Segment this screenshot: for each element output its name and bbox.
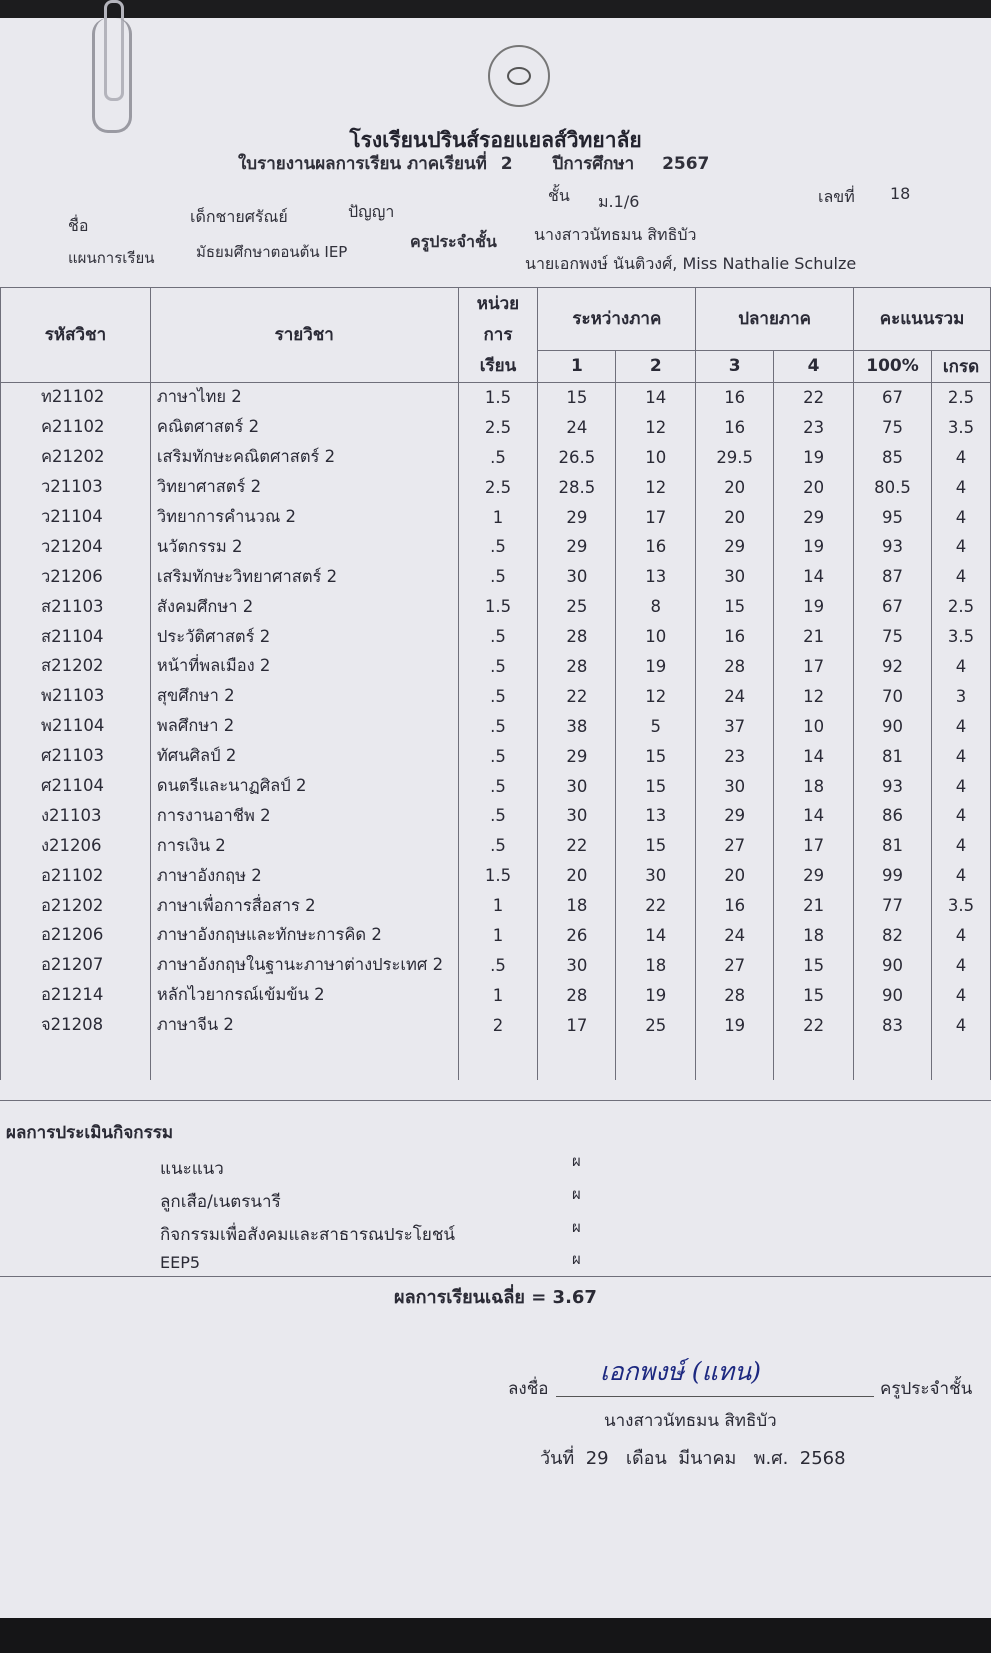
paperclip-loop-icon	[92, 18, 132, 133]
subject-code: พ21103	[1, 681, 151, 711]
grade: 4	[931, 652, 990, 682]
score-final-3: 15	[696, 592, 774, 622]
score-final-3: 29	[696, 801, 774, 831]
student-first-name: เด็กชายศรัณย์	[190, 207, 288, 226]
sign-date: วันที่ 29 เดือน มีนาคม พ.ศ. 2568	[540, 1448, 846, 1469]
subject-name: เสริมทักษะวิทยาศาสตร์ 2	[150, 562, 458, 592]
credit: .5	[458, 831, 538, 861]
total-score: 81	[854, 741, 932, 771]
score-mid-1: 15	[538, 382, 616, 412]
credit: .5	[458, 622, 538, 652]
table-spacer-row	[1, 1040, 991, 1080]
subject-name: การงานอาชีพ 2	[150, 801, 458, 831]
score-mid-1: 30	[538, 771, 616, 801]
score-mid-1: 30	[538, 801, 616, 831]
header-col-4: 4	[774, 350, 854, 382]
total-score: 92	[854, 652, 932, 682]
grades-table	[0, 287, 991, 1080]
table-row	[1, 741, 991, 771]
score-mid-1: 26	[538, 921, 616, 951]
subject-code: ง21206	[1, 831, 151, 861]
table-row	[1, 562, 991, 592]
score-final-3: 29	[696, 532, 774, 562]
credit: .5	[458, 801, 538, 831]
credit: 1	[458, 502, 538, 532]
score-final-4: 29	[774, 502, 854, 532]
subject-name: หลักไวยากรณ์เข้มข้น 2	[150, 980, 458, 1010]
background-edge	[0, 1618, 991, 1653]
activity-result: ผ	[572, 1152, 581, 1170]
header-col-3: 3	[696, 350, 774, 382]
score-final-4: 17	[774, 831, 854, 861]
subject-code: จ21208	[1, 1010, 151, 1040]
score-mid-1: 22	[538, 681, 616, 711]
school-name: โรงเรียนปรินส์รอยแยลส์วิทยาลัย	[349, 128, 642, 152]
total-score: 67	[854, 382, 932, 412]
score-mid-1: 30	[538, 562, 616, 592]
header-midterm: ระหว่างภาค	[538, 288, 696, 351]
subject-name: พลศึกษา 2	[150, 711, 458, 741]
spacer-cell	[696, 1040, 774, 1080]
score-mid-2: 5	[616, 711, 696, 741]
table-row	[1, 950, 991, 980]
score-mid-2: 15	[616, 771, 696, 801]
subject-code: อ21214	[1, 980, 151, 1010]
credit: 2.5	[458, 472, 538, 502]
credit: .5	[458, 950, 538, 980]
credit: 1.5	[458, 382, 538, 412]
subject-name: หน้าที่พลเมือง 2	[150, 652, 458, 682]
grade: 3.5	[931, 622, 990, 652]
score-final-4: 14	[774, 801, 854, 831]
credit: 1	[458, 921, 538, 951]
spacer-cell	[1, 1040, 151, 1080]
credit: 1	[458, 891, 538, 921]
header-subject: รายวิชา	[150, 288, 458, 383]
credit: .5	[458, 532, 538, 562]
credit: .5	[458, 741, 538, 771]
score-mid-2: 10	[616, 442, 696, 472]
table-row	[1, 831, 991, 861]
score-mid-2: 16	[616, 532, 696, 562]
grade: 4	[931, 1010, 990, 1040]
score-final-4: 10	[774, 711, 854, 741]
total-score: 75	[854, 412, 932, 442]
score-mid-1: 24	[538, 412, 616, 442]
program-value: มัธยมศึกษาตอนต้น IEP	[196, 243, 348, 261]
score-final-4: 22	[774, 1010, 854, 1040]
grade: 4	[931, 801, 990, 831]
credit: 2.5	[458, 412, 538, 442]
subject-code: อ21202	[1, 891, 151, 921]
table-row	[1, 861, 991, 891]
table-row	[1, 711, 991, 741]
subject-code: ค21202	[1, 442, 151, 472]
score-mid-2: 12	[616, 412, 696, 442]
score-final-4: 22	[774, 382, 854, 412]
score-final-4: 29	[774, 861, 854, 891]
credit: 2	[458, 1010, 538, 1040]
grade: 4	[931, 442, 990, 472]
grade: 4	[931, 921, 990, 951]
score-mid-2: 15	[616, 831, 696, 861]
total-score: 67	[854, 592, 932, 622]
grade: 4	[931, 980, 990, 1010]
subject-name: สังคมศึกษา 2	[150, 592, 458, 622]
score-mid-2: 19	[616, 652, 696, 682]
total-score: 75	[854, 622, 932, 652]
table-row	[1, 801, 991, 831]
grade: 4	[931, 502, 990, 532]
teacher-label: ครูประจำชั้น	[410, 232, 497, 251]
score-mid-1: 17	[538, 1010, 616, 1040]
score-final-3: 29.5	[696, 442, 774, 472]
score-final-4: 20	[774, 472, 854, 502]
subject-name: นวัตกรรม 2	[150, 532, 458, 562]
subject-name: วิทยาการคำนวณ 2	[150, 502, 458, 532]
subject-code: อ21207	[1, 950, 151, 980]
subject-code: อ21206	[1, 921, 151, 951]
grade: 4	[931, 831, 990, 861]
total-score: 86	[854, 801, 932, 831]
score-mid-2: 15	[616, 741, 696, 771]
subject-code: ศ21103	[1, 741, 151, 771]
credit: .5	[458, 771, 538, 801]
score-final-3: 16	[696, 412, 774, 442]
score-final-3: 20	[696, 472, 774, 502]
credit: .5	[458, 681, 538, 711]
subject-name: วิทยาศาสตร์ 2	[150, 472, 458, 502]
table-row	[1, 412, 991, 442]
score-final-3: 27	[696, 950, 774, 980]
credit: .5	[458, 711, 538, 741]
header-total: คะแนนรวม	[854, 288, 991, 351]
score-mid-1: 25	[538, 592, 616, 622]
subject-code: ศ21104	[1, 771, 151, 801]
score-mid-2: 8	[616, 592, 696, 622]
total-score: 82	[854, 921, 932, 951]
score-final-4: 21	[774, 891, 854, 921]
sign-name: นางสาวนัทธมน สิทธิบัว	[604, 1411, 777, 1431]
number-value: 18	[890, 184, 911, 203]
grade: 4	[931, 950, 990, 980]
score-mid-1: 28	[538, 622, 616, 652]
subject-name: การเงิน 2	[150, 831, 458, 861]
grade: 2.5	[931, 382, 990, 412]
score-mid-2: 25	[616, 1010, 696, 1040]
score-mid-2: 18	[616, 950, 696, 980]
header-credit-3: เรียน	[458, 350, 538, 382]
activity-name: กิจกรรมเพื่อสังคมและสาธารณประโยชน์	[160, 1225, 456, 1245]
handwritten-signature: เอกพงษ์ (แทน)	[600, 1357, 761, 1386]
table-row	[1, 652, 991, 682]
subject-name: คณิตศาสตร์ 2	[150, 412, 458, 442]
spacer-cell	[458, 1040, 538, 1080]
score-mid-2: 22	[616, 891, 696, 921]
total-score: 70	[854, 681, 932, 711]
spacer-cell	[854, 1040, 932, 1080]
spacer-cell	[150, 1040, 458, 1080]
subject-code: ท21102	[1, 382, 151, 412]
header-col-1: 1	[538, 350, 616, 382]
table-row	[1, 980, 991, 1010]
total-score: 90	[854, 711, 932, 741]
number-label: เลขที่	[818, 187, 855, 206]
subject-code: ส21202	[1, 652, 151, 682]
score-final-3: 24	[696, 681, 774, 711]
grade: 4	[931, 562, 990, 592]
subject-name: ภาษาเพื่อการสื่อสาร 2	[150, 891, 458, 921]
score-final-3: 28	[696, 652, 774, 682]
total-score: 90	[854, 950, 932, 980]
score-mid-1: 38	[538, 711, 616, 741]
subject-code: ว21206	[1, 562, 151, 592]
grade: 3.5	[931, 412, 990, 442]
subject-name: ภาษาอังกฤษในฐานะภาษาต่างประเทศ 2	[150, 950, 458, 980]
score-mid-2: 12	[616, 681, 696, 711]
table-row	[1, 442, 991, 472]
score-final-3: 16	[696, 622, 774, 652]
total-score: 83	[854, 1010, 932, 1040]
program-label: แผนการเรียน	[68, 249, 155, 267]
grade: 4	[931, 741, 990, 771]
spacer-cell	[931, 1040, 990, 1080]
credit: 1.5	[458, 592, 538, 622]
header-credit-2: การ	[458, 319, 538, 350]
score-final-4: 19	[774, 532, 854, 562]
header-final: ปลายภาค	[696, 288, 854, 351]
grade: 2.5	[931, 592, 990, 622]
subject-name: ทัศนศิลป์ 2	[150, 741, 458, 771]
total-score: 80.5	[854, 472, 932, 502]
sign-role: ครูประจำชั้น	[880, 1379, 973, 1399]
score-final-3: 16	[696, 891, 774, 921]
subject-name: ภาษาอังกฤษและทักษะการคิด 2	[150, 921, 458, 951]
grade: 4	[931, 711, 990, 741]
score-final-3: 30	[696, 771, 774, 801]
credit: 1.5	[458, 861, 538, 891]
score-final-3: 28	[696, 980, 774, 1010]
score-final-4: 15	[774, 980, 854, 1010]
score-mid-2: 12	[616, 472, 696, 502]
score-final-4: 15	[774, 950, 854, 980]
header-code: รหัสวิชา	[1, 288, 151, 383]
class-value: ม.1/6	[598, 192, 640, 211]
report-title: ใบรายงานผลการเรียน ภาคเรียนที่ 2 ปีการศึกษา 2567	[238, 154, 710, 174]
score-final-4: 21	[774, 622, 854, 652]
score-mid-1: 22	[538, 831, 616, 861]
total-score: 99	[854, 861, 932, 891]
total-score: 85	[854, 442, 932, 472]
score-mid-1: 29	[538, 532, 616, 562]
activity-result: ผ	[572, 1218, 581, 1236]
score-mid-1: 29	[538, 502, 616, 532]
score-mid-1: 30	[538, 950, 616, 980]
credit: .5	[458, 652, 538, 682]
spacer-cell	[538, 1040, 616, 1080]
score-final-4: 17	[774, 652, 854, 682]
score-mid-2: 10	[616, 622, 696, 652]
sign-label: ลงชื่อ	[508, 1379, 549, 1399]
score-final-3: 16	[696, 382, 774, 412]
subject-name: สุขศึกษา 2	[150, 681, 458, 711]
grade: 3.5	[931, 891, 990, 921]
activity-section	[0, 1100, 991, 1277]
header-col-2: 2	[616, 350, 696, 382]
teacher-2: นายเอกพงษ์ นันติวงศ์, Miss Nathalie Schulze	[525, 254, 857, 273]
activity-name: แนะแนว	[160, 1159, 224, 1179]
subject-code: ส21104	[1, 622, 151, 652]
score-final-4: 23	[774, 412, 854, 442]
subject-code: พ21104	[1, 711, 151, 741]
table-row	[1, 921, 991, 951]
score-final-4: 19	[774, 442, 854, 472]
activity-title: ผลการประเมินกิจกรรม	[6, 1123, 174, 1143]
score-final-3: 20	[696, 861, 774, 891]
student-last-name: ปัญญา	[348, 202, 395, 221]
score-mid-1: 28	[538, 652, 616, 682]
score-final-4: 19	[774, 592, 854, 622]
table-row	[1, 592, 991, 622]
score-mid-1: 20	[538, 861, 616, 891]
credit: .5	[458, 562, 538, 592]
score-final-3: 19	[696, 1010, 774, 1040]
teacher-1: นางสาวนัทธมน สิทธิบัว	[534, 225, 697, 244]
spacer-cell	[616, 1040, 696, 1080]
score-final-4: 18	[774, 771, 854, 801]
table-row	[1, 681, 991, 711]
grade: 3	[931, 681, 990, 711]
header-grade: เกรด	[931, 350, 990, 382]
school-seal-icon	[488, 45, 550, 107]
score-mid-1: 28	[538, 980, 616, 1010]
credit: 1	[458, 980, 538, 1010]
score-mid-1: 26.5	[538, 442, 616, 472]
subject-code: ง21103	[1, 801, 151, 831]
score-final-3: 30	[696, 562, 774, 592]
activity-result: ผ	[572, 1250, 581, 1268]
total-score: 77	[854, 891, 932, 921]
table-row	[1, 771, 991, 801]
score-final-3: 27	[696, 831, 774, 861]
grade: 4	[931, 472, 990, 502]
total-score: 87	[854, 562, 932, 592]
table-row	[1, 502, 991, 532]
score-final-4: 14	[774, 562, 854, 592]
score-mid-2: 19	[616, 980, 696, 1010]
score-final-4: 18	[774, 921, 854, 951]
subject-name: เสริมทักษะคณิตศาสตร์ 2	[150, 442, 458, 472]
subject-code: อ21102	[1, 861, 151, 891]
class-label: ชั้น	[548, 186, 570, 205]
total-score: 90	[854, 980, 932, 1010]
grade: 4	[931, 532, 990, 562]
activity-result: ผ	[572, 1185, 581, 1203]
table-row	[1, 622, 991, 652]
spacer-cell	[774, 1040, 854, 1080]
gpa-summary: ผลการเรียนเฉลี่ย = 3.67	[394, 1287, 597, 1308]
table-row	[1, 1010, 991, 1040]
score-mid-1: 18	[538, 891, 616, 921]
score-final-4: 12	[774, 681, 854, 711]
score-final-3: 24	[696, 921, 774, 951]
score-final-3: 37	[696, 711, 774, 741]
score-mid-2: 13	[616, 801, 696, 831]
score-mid-2: 14	[616, 382, 696, 412]
subject-name: ภาษาจีน 2	[150, 1010, 458, 1040]
score-mid-1: 28.5	[538, 472, 616, 502]
subject-name: ดนตรีและนาฏศิลป์ 2	[150, 771, 458, 801]
score-mid-2: 13	[616, 562, 696, 592]
header-pct: 100%	[854, 350, 932, 382]
grade: 4	[931, 771, 990, 801]
score-final-3: 20	[696, 502, 774, 532]
subject-code: ส21103	[1, 592, 151, 622]
subject-name: ภาษาไทย 2	[150, 382, 458, 412]
score-mid-2: 30	[616, 861, 696, 891]
subject-code: ว21204	[1, 532, 151, 562]
header-credit-1: หน่วย	[458, 288, 538, 320]
activity-name: ลูกเสือ/เนตรนารี	[160, 1192, 281, 1212]
subject-code: ค21102	[1, 412, 151, 442]
table-row	[1, 891, 991, 921]
subject-name: ภาษาอังกฤษ 2	[150, 861, 458, 891]
subject-name: ประวัติศาสตร์ 2	[150, 622, 458, 652]
score-mid-2: 14	[616, 921, 696, 951]
subject-code: ว21104	[1, 502, 151, 532]
score-mid-2: 17	[616, 502, 696, 532]
table-row	[1, 382, 991, 412]
subject-code: ว21103	[1, 472, 151, 502]
total-score: 95	[854, 502, 932, 532]
score-mid-1: 29	[538, 741, 616, 771]
total-score: 81	[854, 831, 932, 861]
student-name-label: ชื่อ	[68, 216, 89, 235]
table-row	[1, 472, 991, 502]
credit: .5	[458, 442, 538, 472]
table-row	[1, 532, 991, 562]
score-final-4: 14	[774, 741, 854, 771]
total-score: 93	[854, 532, 932, 562]
grade: 4	[931, 861, 990, 891]
score-final-3: 23	[696, 741, 774, 771]
total-score: 93	[854, 771, 932, 801]
activity-name: EEP5	[160, 1253, 201, 1272]
